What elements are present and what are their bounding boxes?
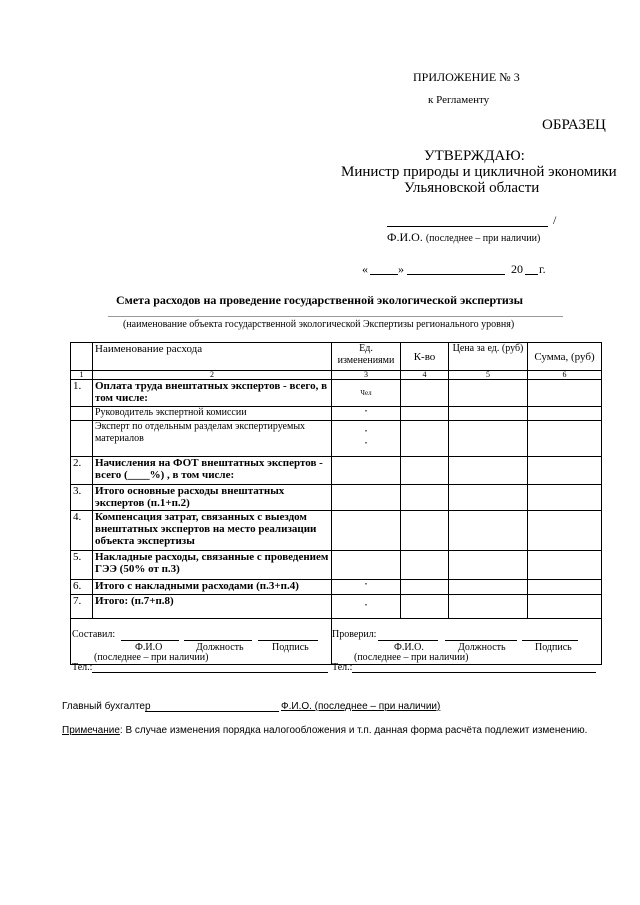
table-row — [71, 457, 602, 485]
minister-region: Ульяновской области — [404, 180, 540, 196]
row-name: Итого основные расходы внештатных экспертов (п.1+п.2) — [93, 485, 332, 511]
appendix-number: ПРИЛОЖЕНИЕ № 3 — [413, 70, 520, 84]
column-number-row — [71, 371, 602, 380]
row-name: Компенсация затрат, связанных с выездом внештатных экспертов на место реализации объекта экспертизы — [93, 511, 332, 551]
sum-cell — [528, 457, 602, 485]
row-number: 6. — [71, 580, 93, 595]
compiled-signature-caption: Подпись — [272, 642, 309, 653]
table-row — [71, 511, 602, 551]
qty-cell — [401, 421, 449, 457]
price-cell — [449, 421, 528, 457]
row-unit: Чел — [360, 389, 372, 397]
row-unit — [332, 511, 401, 551]
row-name: Эксперт по отдельным разделам экспертируемых материалов — [93, 421, 332, 457]
sum-cell — [528, 407, 602, 421]
row-unit: " — [364, 409, 368, 417]
col-number: 2 — [93, 371, 332, 380]
checked-by-label: Проверил: — [332, 629, 377, 640]
checked-signature-caption: Подпись — [535, 642, 572, 653]
year-suffix: г. — [539, 262, 546, 276]
header-cell-price: Цена за ед. (руб) — [449, 343, 528, 371]
sum-cell — [528, 551, 602, 580]
date-open-quote: « — [362, 262, 368, 276]
sum-cell — [528, 595, 602, 619]
regulation-reference: к Регламенту — [428, 94, 490, 106]
compiled-by-label: Составил: — [72, 629, 116, 640]
sample-label: ОБРАЗЕЦ — [542, 117, 606, 133]
row-name: Оплата труда внештатных экспертов - всего, в том числе: — [93, 380, 332, 407]
row-unit: " — [364, 440, 368, 449]
approver-fio — [387, 230, 540, 245]
signature-line — [387, 226, 548, 227]
date-close-quote: » — [398, 262, 404, 276]
month-line — [407, 274, 505, 275]
header-cell-unit: Ед. изменениями — [332, 343, 401, 371]
checked-tel-line — [352, 672, 596, 673]
row-unit: " — [364, 602, 368, 611]
row-unit: " — [364, 582, 368, 590]
day-line — [370, 274, 398, 275]
table-row — [71, 580, 602, 595]
compiled-fio-line — [121, 640, 179, 641]
table-row — [71, 551, 602, 580]
price-cell — [449, 380, 528, 407]
compiled-position-caption: Должность — [196, 642, 244, 653]
header-cell-qty: К-во — [401, 343, 449, 371]
chief-accountant-line — [145, 711, 279, 712]
price-cell — [449, 595, 528, 619]
year-line — [525, 274, 538, 275]
qty-cell — [401, 551, 449, 580]
sum-cell — [528, 580, 602, 595]
header-cell-num — [71, 343, 93, 371]
fio-label: Ф.И.О. — [387, 230, 423, 244]
table-header-row — [71, 343, 602, 371]
table-row — [71, 485, 602, 511]
row-number — [71, 407, 93, 421]
note-label: Примечание — [62, 725, 120, 736]
document-subtitle: (наименование объекта государственной экологической Экспертизы регионального уровня) — [123, 319, 515, 330]
row-name: Итого с накладными расходами (п.3+п.4) — [93, 580, 332, 595]
qty-cell — [401, 485, 449, 511]
row-number: 5. — [71, 551, 93, 580]
col-number: 5 — [449, 371, 528, 380]
row-number: 2. — [71, 457, 93, 485]
row-number: 1. — [71, 380, 93, 407]
price-cell — [449, 407, 528, 421]
qty-cell — [401, 511, 449, 551]
note-text: : В случае изменения порядка налогообложения и т.п. данная форма расчёта подлежит изменению. — [119, 725, 588, 736]
chief-accountant-label: Главный бухгалтер — [62, 701, 151, 712]
checked-position-caption: Должность — [458, 642, 506, 653]
compiled-signature-line — [258, 640, 318, 641]
qty-cell — [401, 580, 449, 595]
sum-cell — [528, 421, 602, 457]
slash: / — [553, 213, 557, 227]
row-number: 4. — [71, 511, 93, 551]
checked-position-line — [445, 640, 517, 641]
col-number: 1 — [71, 371, 93, 380]
minister-title: Министр природы и цикличной экономики — [341, 164, 617, 180]
chief-accountant-fio: Ф.И.О. (последнее – при наличии) — [281, 701, 441, 712]
qty-cell — [401, 457, 449, 485]
checked-fio-note: (последнее – при наличии) — [354, 652, 469, 663]
col-number: 4 — [401, 371, 449, 380]
compiled-tel-line — [92, 672, 328, 673]
note — [62, 725, 587, 736]
price-cell — [449, 457, 528, 485]
header-cell-sum: Сумма, (руб) — [528, 343, 602, 371]
approve-label: УТВЕРЖДАЮ: — [424, 148, 525, 164]
price-cell — [449, 580, 528, 595]
col-number: 6 — [528, 371, 602, 380]
compiled-tel-label: Тел.: — [72, 662, 93, 673]
row-number: 3. — [71, 485, 93, 511]
estimate-table — [70, 342, 602, 665]
sum-cell — [528, 380, 602, 407]
col-number: 3 — [332, 371, 401, 380]
checked-signature-line — [522, 640, 578, 641]
row-name: Накладные расходы, связанные с проведением ГЭЭ (50% от п.3) — [93, 551, 332, 580]
row-name: Начисления на ФОТ внештатных экспертов - всего (____%) , в том числе: — [93, 457, 332, 485]
checked-fio-line — [378, 640, 438, 641]
price-cell — [449, 551, 528, 580]
compiled-fio-caption: Ф.И.О — [135, 642, 163, 653]
checked-tel-label: Тел.: — [332, 662, 353, 673]
sum-cell — [528, 511, 602, 551]
checked-fio-caption: Ф.И.О. — [394, 642, 424, 653]
row-unit — [332, 457, 401, 485]
qty-cell — [401, 380, 449, 407]
table-row — [71, 407, 602, 421]
table-row — [71, 380, 602, 407]
price-cell — [449, 485, 528, 511]
row-unit — [332, 551, 401, 580]
document-title: Смета расходов на проведение государственной экологической экспертизы — [116, 293, 523, 307]
year-prefix: 20 — [511, 262, 523, 276]
row-number: 7. — [71, 595, 93, 619]
row-unit — [332, 485, 401, 511]
table-row — [71, 421, 602, 457]
row-name: Итого: (п.7+п.8) — [93, 595, 332, 619]
row-unit: " — [364, 428, 368, 437]
qty-cell — [401, 595, 449, 619]
row-number — [71, 421, 93, 457]
compiled-fio-note: (последнее – при наличии) — [94, 652, 209, 663]
object-name-line — [108, 316, 563, 317]
header-cell-name: Наименование расхода — [93, 343, 332, 371]
fio-note: (последнее – при наличии) — [425, 233, 541, 244]
table-row — [71, 595, 602, 619]
row-name: Руководитель экспертной комиссии — [93, 407, 332, 421]
qty-cell — [401, 407, 449, 421]
compiled-position-line — [184, 640, 252, 641]
price-cell — [449, 511, 528, 551]
sum-cell — [528, 485, 602, 511]
